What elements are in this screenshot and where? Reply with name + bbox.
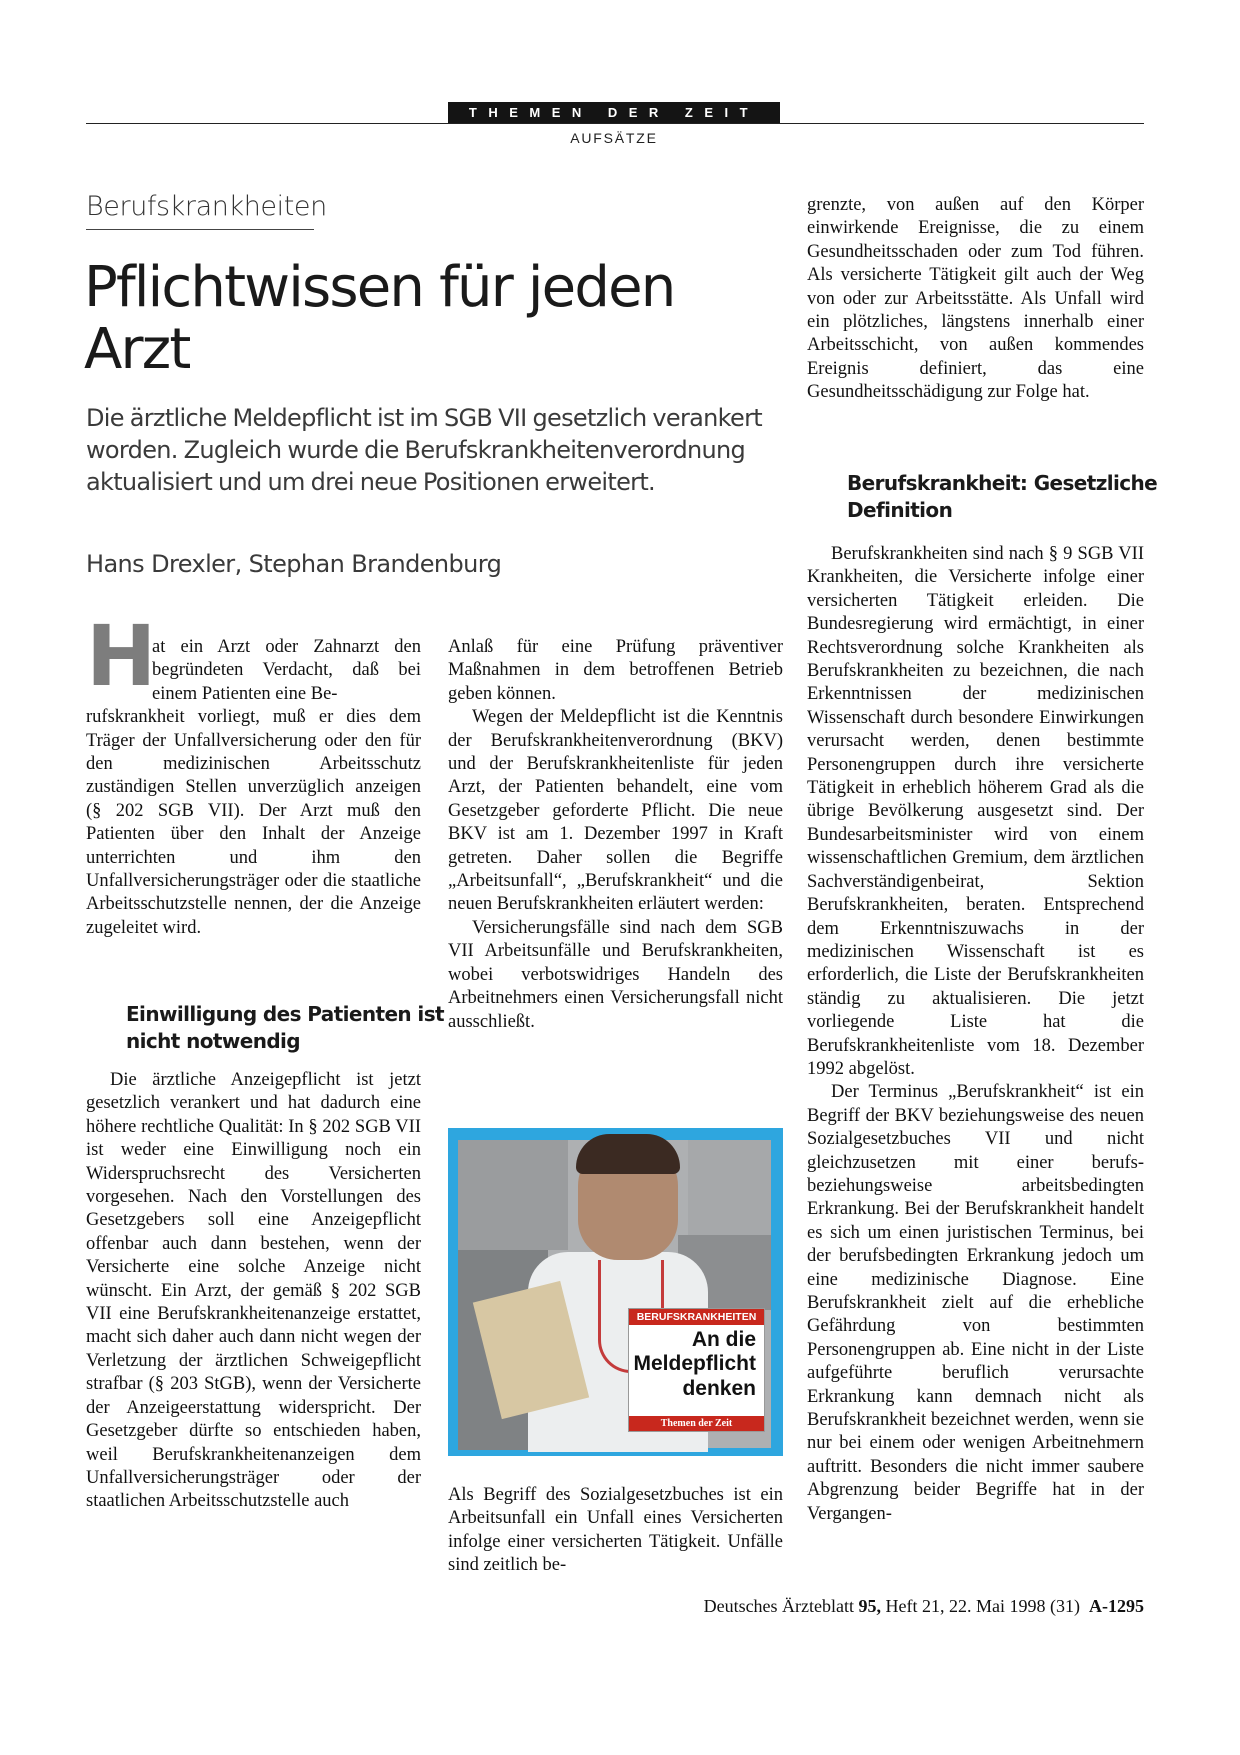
article-authors: Hans Drexler, Stephan Brandenburg (86, 550, 502, 578)
column-3-body (807, 543, 1144, 1526)
subhead-definition: Berufskrankheit: Gesetzliche Definition (847, 471, 1158, 522)
section-label: THEMEN DER ZEIT (448, 102, 780, 123)
paragraph-anzeigepflicht: Die ärztliche Anzeigepflicht ist jetzt gesetzlich verankert und hat dadurch eine höhere rechtliche Qualität: In § 202 SGB VII ist weder eine Einwilligung noch ein Widerspruchsrecht des Versicherten vorgesehen. Nach den Vorstellungen des Gesetzgebers soll eine Anzeigepflicht offenbar auch dann bestehen, wenn der Versicherte eine solche Anzeige nicht wünscht. Ein Arzt, der gemäß § 202 SGB VII eine Berufskrankheitenanzeige erstattet, macht sich daher auch dann nicht wegen der Verletzung der ärztlichen Schweigepflicht strafbar (§ 203 StGB), wenn der Versicherte der Anzeigeerstattung widerspricht. Der Gesetzgeber dürfte so entschieden haben, weil Berufskrankheitenanzeigen dem Unfallversicherungsträger oder der staatlichen Arbeitsschutzstelle auch (86, 1070, 421, 1512)
subsection-label: AUFSÄTZE (570, 130, 658, 146)
column-1-body (86, 1069, 421, 1514)
poster-headline-2: Meldepflicht (633, 1352, 756, 1375)
drop-cap: H (86, 607, 157, 705)
paragraph-arbeitsunfall: Als Begriff des Sozialgesetzbuches ist ein Arbeitsunfall ein Unfall eines Versicherten infolge einer versicherten Tätigkeit. Unfälle sind zeitlich be- (448, 1485, 783, 1576)
article-title: Pflichtwissen für jeden Arzt (84, 255, 675, 382)
poster-card (628, 1308, 765, 1432)
poster-image (448, 1128, 783, 1456)
paragraph-intro-start: at ein Arzt oder Zahnarzt den begründeten Verdacht, daß bei einem Patienten eine Be- (152, 637, 421, 704)
header-rule (86, 123, 1144, 124)
page-footer (600, 1596, 1144, 1617)
kicker-rule (86, 229, 314, 230)
paragraph-anlass: Anlaß für eine Prüfung präventiver Maßnahmen in dem betroffenen Betrieb geben können. (448, 637, 783, 704)
doctor-hair (576, 1134, 680, 1174)
subhead-einwilligung: Einwilligung des Patienten ist nicht notwendig (126, 1002, 444, 1053)
column-2-body (448, 636, 783, 1034)
footer-volume: 95, (858, 1596, 882, 1616)
footer-issue: Heft 21, 22. Mai 1998 (31) (885, 1596, 1080, 1616)
collage-tile (688, 1140, 771, 1235)
footer-journal: Deutsches Ärzteblatt (703, 1596, 855, 1616)
poster-footer: Themen der Zeit (629, 1416, 764, 1431)
paragraph-unfall-definition: grenzte, von außen auf den Körper einwirkende Ereignisse, die zu einem Gesundheitsschaden oder zum Tod führen. Als versicherte Tätigkeit gilt auch der Weg von oder zur Arbeitsstätte. Als Unfall wird ein plötzliches, längstens innerhalb einer Arbeitsschicht, von außen kommendes Ereignis definiert, das eine Gesundheitsschädigung zur Folge hat. (807, 195, 1144, 403)
poster-headline-3: denken (682, 1377, 756, 1400)
collage-tile (458, 1140, 568, 1250)
article-lead: Die ärztliche Meldepflicht ist im SGB VII gesetzlich verankert worden. Zugleich wurde die Berufskrankheitenverordnung aktualisiert und um drei neue Positionen erweitert. (86, 404, 762, 496)
footer-page: A-1295 (1089, 1596, 1144, 1616)
poster-headline-1: An die (691, 1328, 756, 1351)
article-kicker: Berufskrankheiten (86, 191, 327, 222)
column-2-continued (448, 1484, 783, 1578)
paragraph-versicherungsfaelle: Versicherungsfälle sind nach dem SGB VII Arbeitsunfälle und Berufskrankheiten, wobei verbotswidriges Handeln des Arbeitnehmers einen Versicherungsfall nicht ausschließt. (448, 917, 783, 1032)
column-1-intro (86, 636, 421, 940)
paragraph-terminus: Der Terminus „Berufskrankheit“ ist ein Begriff der BKV beziehungsweise des neuen Sozialgesetzbuches VII und nicht gleichzusetzen mit einer berufs- beziehungsweise arbeitsbedingten Erkrankung. Bei der Berufskrankheit handelt es sich um einen juristischen Terminus, bei der berufsbedingten Erkrankung jedoch um eine medizinische Diagnose. Eine Berufskrankheit zielt auf die erhebliche Gefährdung von bestimmten Personengruppen ab. Eine nicht in der Liste aufgeführte beruflich verursachte Erkrankung kann demnach nicht als Berufskrankheit bezeichnet werden, wenn sie nur bei einem oder wenigen Arbeitnehmern auftritt. Besonders die nicht immer saubere Abgrenzung beider Begriffe hat in der Vergangen- (807, 1082, 1144, 1524)
paragraph-intro: rufskrankheit vorliegt, muß er dies dem Träger der Unfallversicherung oder den für den medizinischen Arbeitsschutz zuständigen Stellen unverzüglich anzeigen (§ 202 SGB VII). Der Arzt muß den Patienten über den Inhalt der Anzeige unterrichten und ihm den Unfallversicherungsträger oder die staatliche Arbeitsschutzstelle nennen, der die Anzeige zugeleitet wird. (86, 707, 421, 938)
paragraph-berufskrankheiten: Berufskrankheiten sind nach § 9 SGB VII Krankheiten, die Versicherte infolge einer versicherten Tätigkeit erleiden. Die Bundesregierung wird ermächtigt, in einer Rechtsverordnung solche Krankheiten als Berufskrankheiten zu bezeichnen, die nach Erkenntnissen der medizinischen Wissenschaft durch besondere Einwirkungen verursacht werden, denen bestimmte Personengruppen durch ihre versicherte Tätigkeit in erheblich höherem Grad als die übrige Bevölkerung ausgesetzt sind. Der Bundesarbeitsminister wird von einem wissenschaftlichen Gremium, dem ärztlichen Sachverständigenbeirat, Sektion Berufskrankheiten, beraten. Entsprechend dem Erkenntniszuwachs in der medizinischen Wissenschaft ist es erforderlich, die Liste der Berufskrankheiten ständig zu aktualisieren. Die jetzt vorliegende Liste hat die Berufskrankheitenliste vom 18. Dezember 1992 abgelöst. (807, 544, 1144, 1079)
poster-photo (458, 1140, 771, 1448)
column-3-top (807, 194, 1144, 405)
paragraph-meldepflicht: Wegen der Meldepflicht ist die Kenntnis der Berufskrankheitenverordnung (BKV) und der Berufskrankheitenliste für jeden Arzt, der Patienten behandelt, eine vom Gesetzgeber geforderte Pflicht. Die neue BKV ist am 1. Dezember 1997 in Kraft getreten. Daher sollen die Begriffe „Arbeitsunfall“, „Berufskrankheit“ und die neuen Berufskrankheiten erläutert werden: (448, 707, 783, 915)
poster-band: BERUFSKRANKHEITEN (629, 1309, 764, 1325)
